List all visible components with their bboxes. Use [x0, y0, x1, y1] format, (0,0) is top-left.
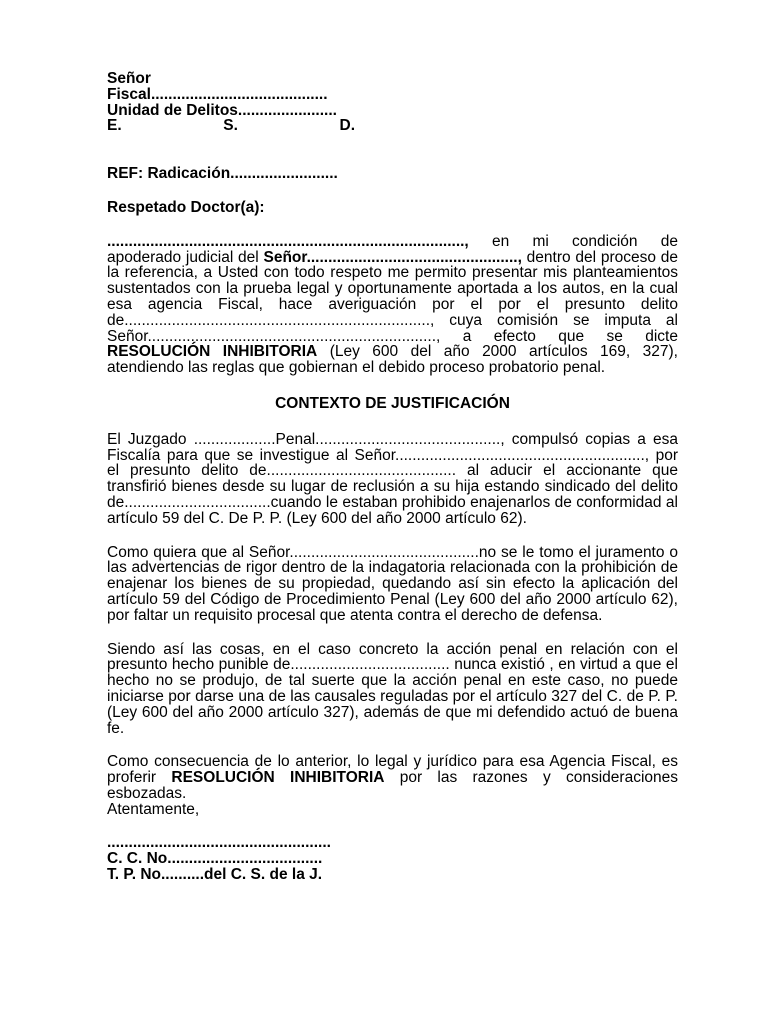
intro-text-1: en mi condición de apoderado judicial del: [107, 232, 678, 266]
addressee-unit: Unidad de Delitos.......................: [107, 102, 337, 119]
addressee-fiscal: Fiscal.........................................: [107, 86, 328, 103]
intro-dots: ...................................................................................,: [107, 232, 469, 250]
closing: Atentamente,: [107, 801, 200, 818]
signature-block: [107, 835, 678, 882]
justification-paragraph-3: Siendo así las cosas, en el caso concreto la acción penal en relación con el presunto hecho punible de..................................... nunca existió , en virtud a que el hecho no se produjo, de tal suerte que la acción penal en este caso, no puede iniciarse por darse una de las causales reguladas por el artículo 327 del C. de P. P. (Ley 600 del año 2000 artículo 327), además de que mi defendido actuó de buena fe.: [107, 640, 678, 737]
addressee-esd: [107, 118, 355, 134]
reference-line: REF: Radicación.........................: [107, 166, 338, 182]
intro-text-2: dentro del proceso de la referencia, a Usted con todo respeto me permito presentar mis planteamientos sustentados con la prueba legal y oportunamente aportada a los autos, en la cual esa agencia Fiscal, hace averiguación por el por el presunto delito de......................................................................., cuya comisión se imputa al Señor..................................................................., a efecto que se dicte: [107, 248, 678, 345]
esd-e: E.: [107, 117, 122, 135]
section-title: CONTEXTO DE JUSTIFICACIÓN: [275, 394, 510, 412]
justification-paragraph-2: Como quiera que al Señor............................................no se le tomo el juramento o las advertencias de rigor dentro de la indagatoria relacionada con la prohibición de enajenar los bienes de su propiedad, quedando así sin efecto la aplicación del artículo 59 del Código de Procedimiento Penal (Ley 600 del año 2000 artículo 62), por faltar un requisito procesal que atenta contra el derecho de defensa.: [107, 543, 678, 624]
signature-line: ....................................................: [107, 835, 331, 852]
intro-text-3: (Ley 600 del año 2000 artículos 169, 327), atendiendo las reglas que gobiernan el debido proceso probatorio penal.: [107, 343, 678, 377]
addressee-title: Señor: [107, 71, 151, 87]
signature-cc: C. C. No....................................: [107, 851, 323, 868]
conclusion-resolucion: RESOLUCIÓN INHIBITORIA: [171, 769, 385, 787]
addressee-block: [107, 71, 678, 134]
intro-paragraph: [107, 234, 678, 376]
signature-tp: T. P. No..........del C. S. de la J.: [107, 867, 323, 883]
greeting: Respetado Doctor(a):: [107, 199, 265, 216]
esd-s: S.: [223, 117, 238, 135]
esd-d: D.: [339, 117, 355, 135]
conclusion-paragraph: [107, 754, 678, 801]
conclusion-text-1: Como consecuencia de lo anterior, lo legal y jurídico para esa Agencia Fiscal, es proferir: [107, 753, 678, 787]
conclusion-text-2: por las razones y consideraciones esbozadas.: [107, 769, 678, 802]
justification-paragraph-1: El Juzgado ...................Penal..........................................., compulsó copias a esa Fiscalía para que se investigue al Señor.........................................................., por el presunto delito de............................................ al aducir el accionante que transfirió bienes desde su lugar de reclusión a su hija estando sindicado del delito de..................................cuando le estaban prohibido enajenarlos de conformidad al artículo 59 del C. De P. P. (Ley 600 del año 2000 artículo 62).: [107, 430, 678, 527]
intro-resolucion: RESOLUCIÓN INHIBITORIA: [107, 343, 318, 361]
intro-senor: Señor.................................................,: [263, 248, 522, 266]
document-page: [107, 71, 678, 883]
